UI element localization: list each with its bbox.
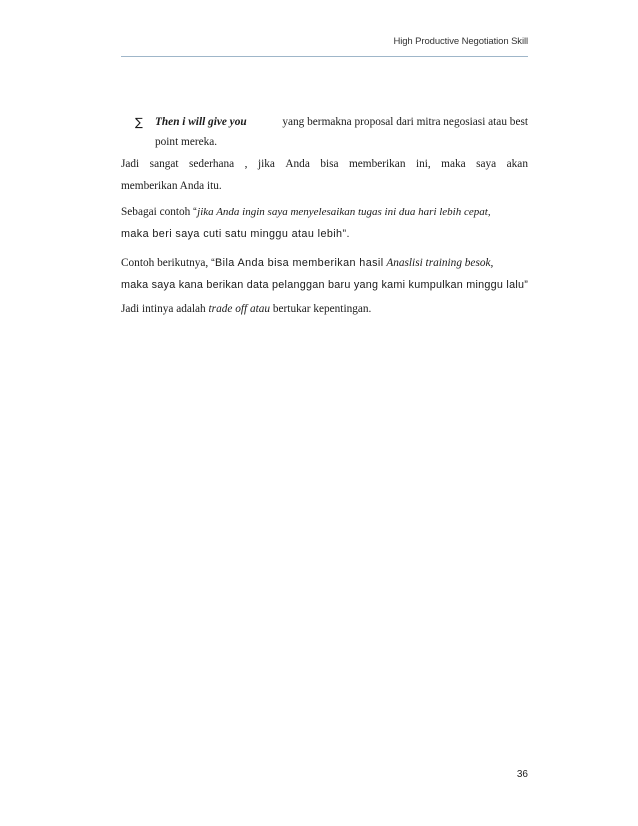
word: sederhana [189, 158, 235, 170]
para2-quote-open: “ [193, 206, 198, 218]
para4-suffix: bertukar kepentingan. [272, 303, 372, 315]
paragraph-1-line-1 [121, 158, 528, 170]
word: ini, [415, 158, 431, 170]
word: jika [257, 158, 275, 170]
paragraph-2-line-2: maka beri saya cuti satu minggu atau lebih”. [121, 228, 350, 240]
word: bisa [320, 158, 339, 170]
word: saya [476, 158, 497, 170]
word: memberikan [349, 158, 406, 170]
paragraph-4 [121, 303, 528, 315]
paragraph-3-line-2: maka saya kana berikan data pelanggan baru yang kami kumpulkan minggu lalu” [121, 279, 529, 291]
page-header [121, 34, 528, 57]
para4-prefix: Jadi intinya adalah [121, 303, 206, 315]
word: sangat [149, 158, 179, 170]
word: akan [506, 158, 528, 170]
bullet-line-2: point mereka. [155, 136, 218, 148]
paragraph-3-line-1 [121, 257, 528, 269]
para2-prefix: Sebagai contoh [121, 206, 191, 218]
paragraph-1-line-2: memberikan Anda itu. [121, 180, 222, 192]
word: Anda [285, 158, 310, 170]
para3-prefix: Contoh berikutnya, [121, 257, 209, 269]
page-number: 36 [516, 769, 528, 780]
paragraph-2-line-1 [121, 206, 528, 218]
bullet-line-1 [155, 112, 528, 132]
bullet-item [135, 112, 528, 152]
header-title: High Productive Negotiation Skill [393, 36, 528, 47]
para4-italic-text: trade off atau [208, 303, 271, 315]
word: Jadi [121, 158, 140, 170]
word: maka [441, 158, 466, 170]
bullet-lead-text: Then i will give you [155, 116, 247, 128]
para2-italic-text: jika Anda ingin saya menyelesaikan tugas ini dua hari lebih cepat, [197, 206, 491, 218]
word: , [244, 158, 248, 170]
para3-sans-text: “Bila Anda bisa memberikan hasil [211, 257, 384, 269]
sigma-bullet-icon: ∑ [135, 115, 143, 129]
para3-italic-text: Anaslisi training besok, [386, 257, 494, 269]
bullet-rest-text: yang bermakna proposal dari mitra negosiasi atau best [282, 116, 528, 128]
